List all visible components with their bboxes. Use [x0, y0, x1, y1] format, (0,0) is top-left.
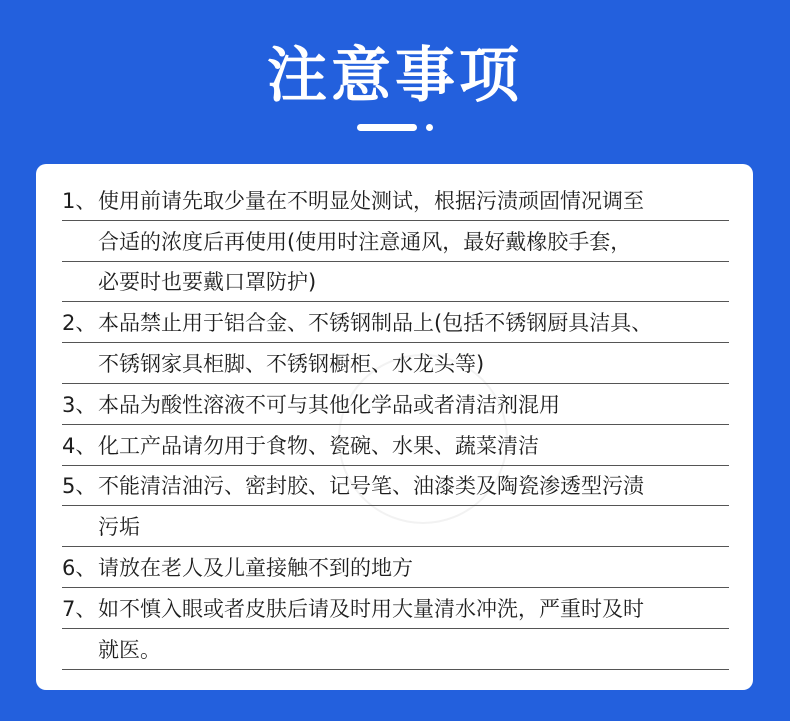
note-text: 本品为酸性溶液不可与其他化学品或者清洁剂混用	[98, 392, 560, 417]
note-text: 使用前请先取少量在不明显处测试，根据污渍顽固情况调至	[98, 188, 644, 213]
note-text: 化工产品请勿用于食物、瓷碗、水果、蔬菜清洁	[98, 433, 539, 458]
note-number: 3、	[62, 392, 97, 417]
note-number: 6、	[62, 556, 97, 581]
note-text: 请放在老人及儿童接触不到的地方	[98, 556, 413, 581]
note-2-line-2	[62, 343, 729, 384]
note-4-line-1	[62, 425, 729, 466]
note-text: 合适的浓度后再使用(使用时注意通风，最好戴橡胶手套，	[98, 229, 632, 254]
note-text: 本品禁止用于铝合金、不锈钢制品上(包括不锈钢厨具洁具、	[98, 311, 653, 336]
note-text: 污垢	[98, 515, 140, 540]
note-text: 必要时也要戴口罩防护)	[98, 270, 317, 295]
notes-card	[36, 164, 753, 690]
note-number: 4、	[62, 433, 97, 458]
note-1-line-1	[62, 180, 729, 221]
note-5-line-2	[62, 506, 729, 547]
notes-list	[62, 180, 729, 670]
note-number: 5、	[62, 474, 97, 499]
note-text: 就医。	[98, 637, 161, 662]
title-dot	[426, 124, 433, 131]
note-number: 1、	[62, 188, 97, 213]
note-1-line-3	[62, 262, 729, 303]
note-text: 不能清洁油污、密封胶、记号笔、油漆类及陶瓷渗透型污渍	[98, 474, 644, 499]
note-text: 不锈钢家具柜脚、不锈钢橱柜、水龙头等)	[98, 352, 485, 377]
note-5-line-1	[62, 466, 729, 507]
title-underline	[357, 124, 417, 131]
note-number: 7、	[62, 596, 97, 621]
note-2-line-1	[62, 302, 729, 343]
note-6-line-1	[62, 547, 729, 588]
note-7-line-2	[62, 629, 729, 670]
note-text: 如不慎入眼或者皮肤后请及时用大量清水冲洗，严重时及时	[98, 596, 644, 621]
note-7-line-1	[62, 588, 729, 629]
note-1-line-2	[62, 221, 729, 262]
note-number: 2、	[62, 311, 97, 336]
note-3-line-1	[62, 384, 729, 425]
page-title: 注意事项	[267, 41, 523, 111]
